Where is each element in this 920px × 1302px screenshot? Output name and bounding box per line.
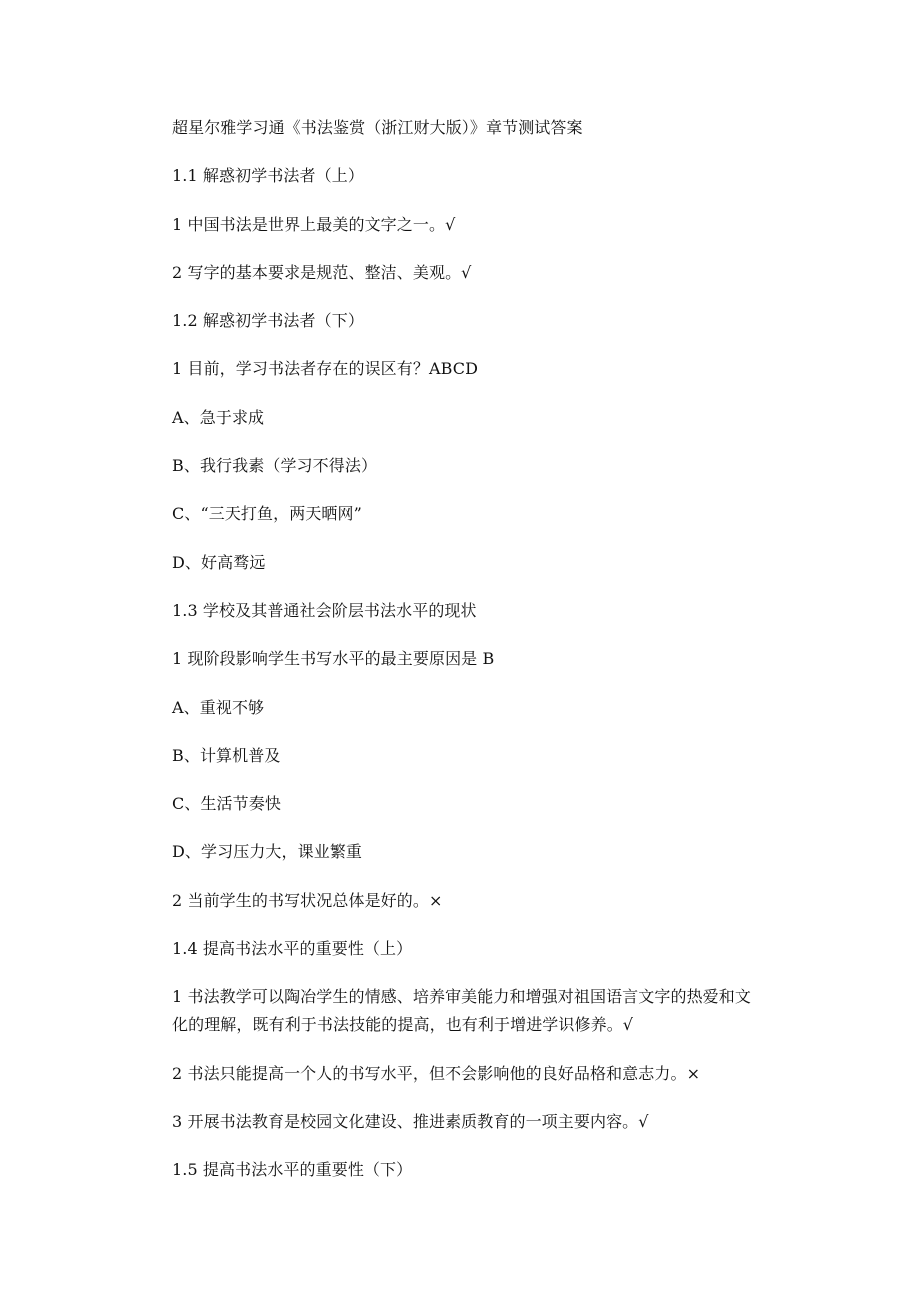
paragraph: B、我行我素（学习不得法） bbox=[172, 456, 378, 476]
paragraph: A、重视不够 bbox=[172, 697, 265, 717]
document-body bbox=[172, 114, 754, 1205]
paragraph: 3 开展书法教育是校园文化建设、推进素质教育的一项主要内容。√ bbox=[172, 1111, 649, 1131]
paragraph: C、生活节奏快 bbox=[172, 794, 281, 814]
paragraph: 2 书法只能提高一个人的书写水平，但不会影响他的良好品格和意志力。× bbox=[172, 1063, 701, 1083]
paragraph-list bbox=[172, 162, 754, 1184]
paragraph: D、学习压力大，课业繁重 bbox=[172, 842, 363, 862]
paragraph: 1.1 解惑初学书法者（上） bbox=[172, 166, 364, 186]
paragraph: 1 现阶段影响学生书写水平的最主要原因是 B bbox=[172, 649, 495, 669]
paragraph: 1.2 解惑初学书法者（下） bbox=[172, 311, 364, 331]
paragraph: D、好高骛远 bbox=[172, 552, 266, 572]
document-title: 超星尔雅学习通《书法鉴赏（浙江财大版）》章节测试答案 bbox=[172, 118, 583, 137]
paragraph: B、计算机普及 bbox=[172, 745, 281, 765]
paragraph: 1.3 学校及其普通社会阶层书法水平的现状 bbox=[172, 600, 477, 620]
paragraph: A、急于求成 bbox=[172, 407, 265, 427]
paragraph: 1.4 提高书法水平的重要性（上） bbox=[172, 939, 413, 959]
paragraph: 2 当前学生的书写状况总体是好的。× bbox=[172, 890, 443, 910]
paragraph: 1 目前，学习书法者存在的误区有？ABCD bbox=[172, 359, 479, 379]
paragraph: C、“三天打鱼，两天晒网” bbox=[172, 504, 362, 524]
paragraph: 2 写字的基本要求是规范、整洁、美观。√ bbox=[172, 262, 472, 282]
paragraph: 1.5 提高书法水平的重要性（下） bbox=[172, 1160, 413, 1180]
paragraph: 1 中国书法是世界上最美的文字之一。√ bbox=[172, 214, 456, 234]
paragraph: 1 书法教学可以陶冶学生的情感、培养审美能力和增强对祖国语言文字的热爱和文化的理解，既有利于书法技能的提高，也有利于增进学识修养。√ bbox=[172, 987, 751, 1035]
